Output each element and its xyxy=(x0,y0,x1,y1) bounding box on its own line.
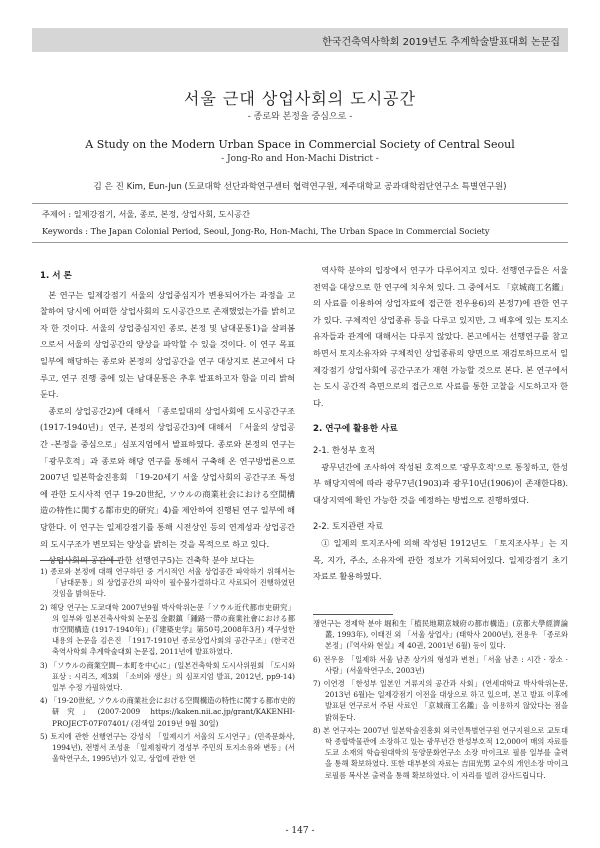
footnote-divider xyxy=(40,560,120,561)
subsection-heading-land: 2-2. 토지관련 자료 xyxy=(313,521,384,532)
section-heading-introduction: 1. 서 론 xyxy=(40,271,72,281)
footnote: 4) 「19-20世紀, ソウルの商業社会における空間構造の特性に関する都市史的研究」(2007-2009 https://kaken.nii.ac.jp/grant/KAKENHI-PROJECT-07F07401/ (검색일 2019년 9월 30일) xyxy=(40,696,295,728)
subtitle-korean: - 종로와 본정을 중심으로 - xyxy=(247,112,353,122)
page-number: - 147 - xyxy=(285,826,315,836)
left-column xyxy=(40,262,295,569)
footnote: 7) 이연경 「한성부 일본인 거류지의 공간과 사회」(연세대학교 박사학위논문, 2013년 6월)는 일제강점기 이전을 대상으로 하고 있으며, 본고 발표 이후에 발표된 연구로서 주된 사료인 「京城商工名鑑」을 이용하지 않았다는 점을 밝혀둔다. xyxy=(313,679,568,722)
keywords-korean: 주제어 : 일제강점기, 서울, 종로, 본정, 상업사회, 도시공간 xyxy=(42,209,250,219)
keywords-english: Keywords : The Japan Colonial Period, Seoul, Jong-Ro, Hon-Machi, The Urban Space in Commercial Society xyxy=(42,226,490,236)
footnote: 5) 토지에 관한 선행연구는 강성식 「일제시기 서울의 도시연구」(민족문화사, 1994년), 전병서 조성윤 「일제침략기 경성부 주민의 토지소유와 변동」(서울학연구소, 1995년)가 있고, 상업에 관한 연 xyxy=(40,731,295,764)
subsection-heading-census: 2-1. 한성부 호적 xyxy=(313,444,376,455)
body-paragraph: 종로의 상업공간2)에 대해서 「종로일대의 상업사회에 도시공간구조 (1917-1940년)」연구, 본정의 상업공간3)에 대해서 「서울의 상업공간 -본정을 중심으로」심포지엄에서 발표하였다. 종로와 본정의 연구는 「광무호적」과 종로와 해당 연구를 통해서 구축해 온 연구방법론으로 2007년 일본학술진흥회 「19-20세기 서울 상업사회의 공간구조 특성에 관한 도시사적 연구 19-20世紀, ソウルの商業社会における空間構造の特性に関する都市史的研究」4)를 제안하여 진행된 연구 일부에 해당한다. 이 연구는 일제강점기를 통해 시전상인 등의 연계성과 상업공간의 도시구조가 변모되는 양상을 밝히는 것을 목적으로 하고 있다. xyxy=(40,405,295,549)
footnote-divider xyxy=(313,614,393,615)
footnotes-left xyxy=(40,566,295,766)
title-english: A Study on the Modern Urban Space in Commercial Society of Central Seoul xyxy=(85,138,515,151)
body-paragraph: 광무년간에 조사하여 작성된 호적으로 '광무호적'으로 통칭하고, 한성부 해당지역에 따라 광무7년(1903)과 광무10년(1906)이 존재한다8). 대상지역에 확인 가능한 것을 예정하는 방법으로 진행하였다. xyxy=(313,461,568,505)
body-paragraph: 역사학 분야의 입장에서 연구가 다루어지고 있다. 선행연구들은 서울 전역을 대상으로 한 연구에 치우쳐 있다. 그 중에서도 「京城商工名鑑」의 사료를 이용하여 상업자료에 접근한 전우용6)의 본정7)에 관한 연구가 있다. 구체적인 상업종류 등을 다루고 있지만, 그 배후에 있는 토지소유자들과 관계에 대해서는 다루지 않았다. 본고에서는 선행연구를 참고하면서 토지소유자와 구체적인 상업종류의 양면으로 재검토하므로서 일제강점기 상업사회에 공간구조가 재현 가능할 것으로 본다. 본 연구에서는 도시 공간적 측면으로의 접근으로 사료를 통한 고찰을 시도하고자 한다. xyxy=(313,265,569,408)
body-paragraph: 본 연구는 일제강점기 서울의 상업중심지가 변용되어가는 과정을 고찰하여 당시에 어떠한 상업사회의 도시공간으로 존재했었는가를 밝히고자 한 것이다. 서울의 상업중심지인 종로, 본정 및 남대문통1)을 살펴봄으로서 서울의 상업공간의 양상을 파악할 수 있을 것이다. 이 연구 목표 일부에 해당하는 종로와 본정의 상업공간을 연구 대상지로 본고에서 다루고, 연구 진행 중에 있는 남대문통은 추후 발표하고자 함을 미리 밝혀둔다. xyxy=(40,289,295,400)
right-column xyxy=(313,262,568,585)
author-line: 김 은 진 Kim, Eun-Jun (도쿄대학 선단과학연구센터 협력연구원, 제주대학교 공과대학컴단연구소 특별연구원) xyxy=(93,182,507,192)
footnote: 3) 「ソウルの商業空間ー本町を中心に」(일본건축학회 도시사위원회 「도시와 표상 : 시리즈, 제3회 「소비와 생산」의 심포지엄 발표, 2012년, pp9-14) 일부 수정 가필하였다. xyxy=(40,660,295,693)
footnote: 6) 전우용 「일제하 서울 남촌 상가의 형성과 변천」「서울 남촌 : 시간 · 장소 · 사람」(서울학연구소, 2003년) xyxy=(313,654,568,675)
footnote: 쟁연구는 경제학 분야 堀和生「植民地期京城府の都市構造」(京都大學經濟論叢, 1993年), 이태진 외 「서울 상업사」(태학사 2000년), 전용우 「종로와 본정」(『역사와 현실』제 40권, 2001년 6월) 등이 있다. xyxy=(313,619,568,651)
body-paragraph: ① 일제의 토지조사에 의해 작성된 1912년도 「토지조사부」는 지목, 지가, 주소, 소유자에 관한 정보가 기록되어있다. 일제강점기 초기 자료로 활용하였다. xyxy=(313,537,568,582)
keywords-box xyxy=(32,203,568,243)
section-heading-sources: 2. 연구에 활용한 사료 xyxy=(313,424,398,435)
subtitle-english: - Jong-Ro and Hon-Machi District - xyxy=(221,154,379,164)
footnote: 2) 해당 연구는 도쿄대학 2007년9월 박사학위논문「ソウル近代都市史研究」의 일부와 일본건축사학회 논문집 金銀鎮「鍾路一帶の商業社會における都市空間構造 (1917-1940年)」(『建築史学』第50号,2008年3月) 재구성한 내용의 논문을 김은진 「1917-1910년 종로상업사회의 공간구조」(한국건축역사학회 추계학술대회 논문집, 2011년에 발표하였다. xyxy=(40,602,295,657)
journal-header-bar xyxy=(32,28,568,52)
journal-header-text: 한국건축역사학회 2019년도 추계학술발표대회 논문집 xyxy=(322,37,560,48)
body-paragraph: 상업사회의 공간에 관한 선행연구5)는 건축학 분야 보다는 xyxy=(48,555,255,566)
footnote: 1) 종로와 본정에 대해 연구하던 중 거시적인 서울 상업공간 파악하기 위해서는 「남대문통」의 상업공간의 파악이 필수불가결하다고 사료되어 진행하였던 것임을 밝혀둔다. xyxy=(40,567,295,599)
footnote: 8) 본 연구자는 2007년 일본학술진흥회 외국인특별연구원 연구지원으로 교토대학 종합박물관에 소장하고 있는 광무년간 한성부호적 12,000여 매의 자료를 도쿄 소재의 학습원대학의 동양문화연구소 소장 마이크로 필름 일부를 출력을 통해 확보하였다. 또한 대부분의 자료는 吉田光男 교수의 개인소장 마이크로필름 복사본 출력을 통해 확보하였다. 이 자리를 빌려 감사드립니다. xyxy=(313,725,568,780)
title-korean: 서울 근대 상업사회의 도시공간 xyxy=(183,89,417,108)
footnotes-right xyxy=(313,618,568,783)
